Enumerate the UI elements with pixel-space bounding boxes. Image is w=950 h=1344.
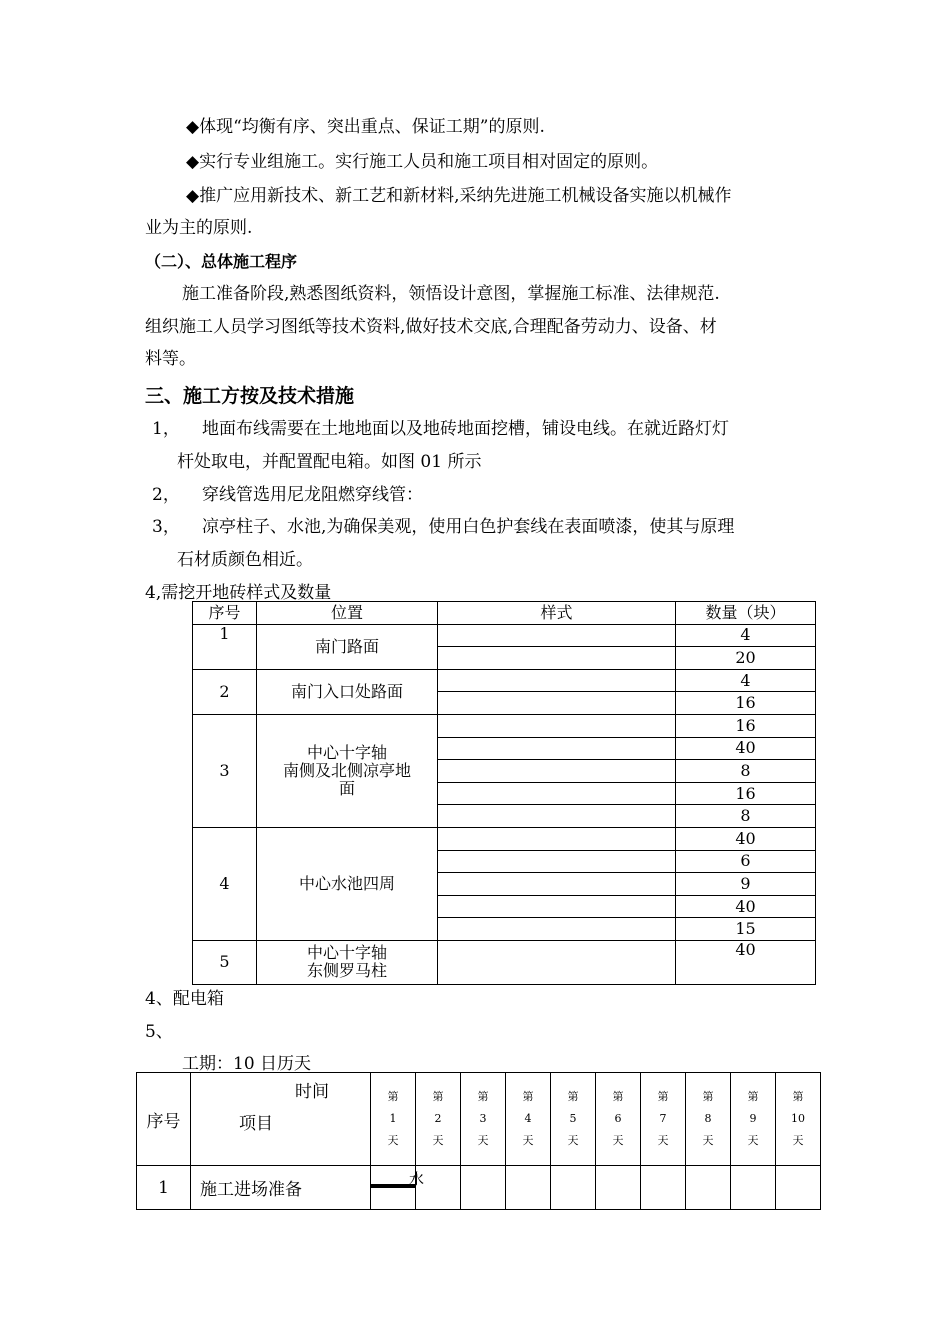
group-4-location: 中心水池四周 bbox=[257, 827, 438, 940]
principle-3-cont: 业为主的原则. bbox=[145, 218, 253, 238]
day-7-header bbox=[641, 1073, 686, 1166]
table-row bbox=[193, 827, 816, 850]
group-3-id: 3 bbox=[193, 714, 257, 827]
style-cell bbox=[438, 805, 676, 828]
group-3-location-line-3: 面 bbox=[338, 778, 355, 798]
group-2-location: 南门入口处路面 bbox=[257, 669, 438, 714]
quantity-cell: 4 bbox=[676, 624, 816, 647]
day-prefix: 第 bbox=[612, 1090, 624, 1103]
style-cell bbox=[438, 873, 676, 896]
item-3-line-1: 凉亭柱子、水池,为确保美观，使用白色护套线在表面喷漆，使其与原理 bbox=[202, 517, 735, 537]
section-three-heading: 三、施工方按及技术措施 bbox=[145, 385, 355, 407]
day-10-header bbox=[776, 1073, 821, 1166]
day-number: 5 bbox=[569, 1112, 577, 1125]
schedule-day-cell bbox=[551, 1166, 596, 1210]
quantity-cell: 6 bbox=[676, 850, 816, 873]
schedule-day-cell bbox=[596, 1166, 641, 1210]
schedule-day-cell bbox=[731, 1166, 776, 1210]
day-suffix: 天 bbox=[612, 1134, 624, 1147]
day-suffix: 天 bbox=[522, 1134, 534, 1147]
schedule-duration: 工期：10 日历天 bbox=[182, 1054, 312, 1074]
day-4-header bbox=[506, 1073, 551, 1166]
day-prefix: 第 bbox=[702, 1090, 714, 1103]
schedule-row-seq: 1 bbox=[137, 1166, 191, 1210]
group-3-location-line-1: 中心十字轴 bbox=[306, 742, 387, 762]
day-suffix: 天 bbox=[432, 1134, 444, 1147]
day-suffix: 天 bbox=[657, 1134, 669, 1147]
tile-table bbox=[192, 601, 816, 985]
header-style: 样式 bbox=[438, 602, 676, 625]
day-suffix: 天 bbox=[747, 1134, 759, 1147]
item-1-line-2: 杆处取电，并配置配电箱。如图 01 所示 bbox=[177, 452, 482, 472]
group-3-location-line-2: 南侧及北侧凉亭地 bbox=[282, 760, 411, 780]
day-prefix: 第 bbox=[387, 1090, 399, 1103]
schedule-time-item-header bbox=[191, 1073, 371, 1166]
principle-3: ◆推广应用新技术、新工艺和新材料,采纳先进施工机械设备实施以机械作 bbox=[186, 186, 732, 206]
item-1-number: 1， bbox=[152, 419, 180, 439]
day-2-header bbox=[416, 1073, 461, 1166]
item-1-line-1: 地面布线需要在土地地面以及地砖地面挖槽，铺设电线。在就近路灯灯 bbox=[202, 419, 729, 439]
day-number: 4 bbox=[524, 1112, 532, 1125]
style-cell bbox=[438, 760, 676, 783]
quantity-cell: 40 bbox=[676, 737, 816, 760]
schedule-table bbox=[136, 1072, 821, 1210]
schedule-header-row bbox=[137, 1073, 821, 1166]
section-two-line-1: 施工准备阶段,熟悉图纸资料，领悟设计意图，掌握施工标准、法律规范. bbox=[182, 284, 720, 304]
style-cell bbox=[438, 782, 676, 805]
day-number: 8 bbox=[704, 1112, 712, 1125]
schedule-row bbox=[137, 1166, 821, 1210]
quantity-cell: 16 bbox=[676, 782, 816, 805]
quantity-cell: 40 bbox=[676, 895, 816, 918]
style-cell bbox=[438, 918, 676, 941]
day-prefix: 第 bbox=[792, 1090, 804, 1103]
day-3-header bbox=[461, 1073, 506, 1166]
schedule-seq-header: 序号 bbox=[137, 1073, 191, 1166]
group-5-id: 5 bbox=[193, 940, 257, 984]
style-cell bbox=[438, 714, 676, 737]
day-number: 1 bbox=[389, 1112, 397, 1125]
day-suffix: 天 bbox=[792, 1134, 804, 1147]
schedule-day-cell bbox=[776, 1166, 821, 1210]
style-cell bbox=[438, 624, 676, 647]
schedule-day-1-cell bbox=[371, 1166, 425, 1210]
header-quantity: 数量（块） bbox=[676, 602, 816, 625]
item-2-number: 2， bbox=[152, 485, 180, 505]
quantity-cell: 16 bbox=[676, 714, 816, 737]
header-seq: 序号 bbox=[193, 602, 257, 625]
quantity-cell: 8 bbox=[676, 760, 816, 783]
day-number: 2 bbox=[434, 1112, 442, 1125]
day-number: 7 bbox=[659, 1112, 667, 1125]
quantity-cell: 40 bbox=[676, 827, 816, 850]
tile-section-title: 4,需挖开地砖样式及数量 bbox=[145, 583, 332, 603]
day-suffix: 天 bbox=[477, 1134, 489, 1147]
day-number: 10 bbox=[791, 1112, 805, 1125]
group-1-id: 1 bbox=[193, 624, 257, 669]
header-location: 位置 bbox=[257, 602, 438, 625]
style-cell bbox=[438, 850, 676, 873]
style-cell bbox=[438, 827, 676, 850]
table-row bbox=[193, 624, 816, 647]
day-prefix: 第 bbox=[657, 1090, 669, 1103]
schedule-day-cell bbox=[506, 1166, 551, 1210]
quantity-cell: 40 bbox=[676, 940, 816, 984]
group-2-id: 2 bbox=[193, 669, 257, 714]
day-number: 6 bbox=[614, 1112, 622, 1125]
section-two-line-2: 组织施工人员学习图纸等技术资料,做好技术交底,合理配备劳动力、设备、材 bbox=[145, 317, 717, 337]
group-3-location bbox=[257, 714, 438, 827]
section-two-line-3: 料等。 bbox=[145, 349, 196, 369]
item-5: 5、 bbox=[145, 1022, 173, 1042]
day-prefix: 第 bbox=[567, 1090, 579, 1103]
day-prefix: 第 bbox=[432, 1090, 444, 1103]
schedule-time-label: 时间 bbox=[295, 1082, 329, 1102]
item-3-number: 3， bbox=[152, 517, 180, 537]
group-1-location: 南门路面 bbox=[257, 624, 438, 669]
day-suffix: 天 bbox=[702, 1134, 714, 1147]
table-row bbox=[193, 669, 816, 692]
schedule-day-cell bbox=[641, 1166, 686, 1210]
day-8-header bbox=[686, 1073, 731, 1166]
group-5-location-line-1: 中心十字轴 bbox=[306, 943, 387, 963]
day-prefix: 第 bbox=[747, 1090, 759, 1103]
style-cell bbox=[438, 940, 676, 984]
day-5-header bbox=[551, 1073, 596, 1166]
group-4-id: 4 bbox=[193, 827, 257, 940]
day-1-header bbox=[371, 1073, 416, 1166]
group-5-location-line-2: 东侧罗马柱 bbox=[306, 961, 387, 981]
principle-2: ◆实行专业组施工。实行施工人员和施工项目相对固定的原则。 bbox=[186, 152, 659, 172]
style-cell bbox=[438, 669, 676, 692]
day-9-header bbox=[731, 1073, 776, 1166]
table-header-row bbox=[193, 602, 816, 625]
quantity-cell: 9 bbox=[676, 873, 816, 896]
quantity-cell: 15 bbox=[676, 918, 816, 941]
quantity-cell: 4 bbox=[676, 669, 816, 692]
section-two-heading: （二）、总体施工程序 bbox=[145, 252, 298, 271]
day-prefix: 第 bbox=[477, 1090, 489, 1103]
item-4-power-box: 4、配电箱 bbox=[145, 989, 224, 1009]
day-suffix: 天 bbox=[387, 1134, 399, 1147]
style-cell bbox=[438, 895, 676, 918]
style-cell bbox=[438, 647, 676, 670]
schedule-item-label: 项目 bbox=[239, 1114, 273, 1134]
schedule-day-cell bbox=[686, 1166, 731, 1210]
day-number: 9 bbox=[749, 1112, 757, 1125]
day-6-header bbox=[596, 1073, 641, 1166]
item-3-line-2: 石材质颜色相近。 bbox=[177, 550, 313, 570]
schedule-row-item: 施工进场准备 bbox=[191, 1166, 371, 1210]
schedule-row-note: 水 bbox=[409, 1170, 425, 1188]
table-row bbox=[193, 940, 816, 984]
quantity-cell: 20 bbox=[676, 647, 816, 670]
group-5-location bbox=[257, 940, 438, 984]
day-prefix: 第 bbox=[522, 1090, 534, 1103]
day-suffix: 天 bbox=[567, 1134, 579, 1147]
quantity-cell: 8 bbox=[676, 805, 816, 828]
item-2-line-1: 穿线管选用尼龙阻燃穿线管： bbox=[202, 485, 423, 505]
principle-1: ◆体现“均衡有序、突出重点、保证工期”的原则. bbox=[186, 117, 545, 137]
quantity-cell: 16 bbox=[676, 692, 816, 715]
day-number: 3 bbox=[479, 1112, 487, 1125]
table-row bbox=[193, 714, 816, 737]
schedule-day-cell bbox=[461, 1166, 506, 1210]
style-cell bbox=[438, 692, 676, 715]
style-cell bbox=[438, 737, 676, 760]
